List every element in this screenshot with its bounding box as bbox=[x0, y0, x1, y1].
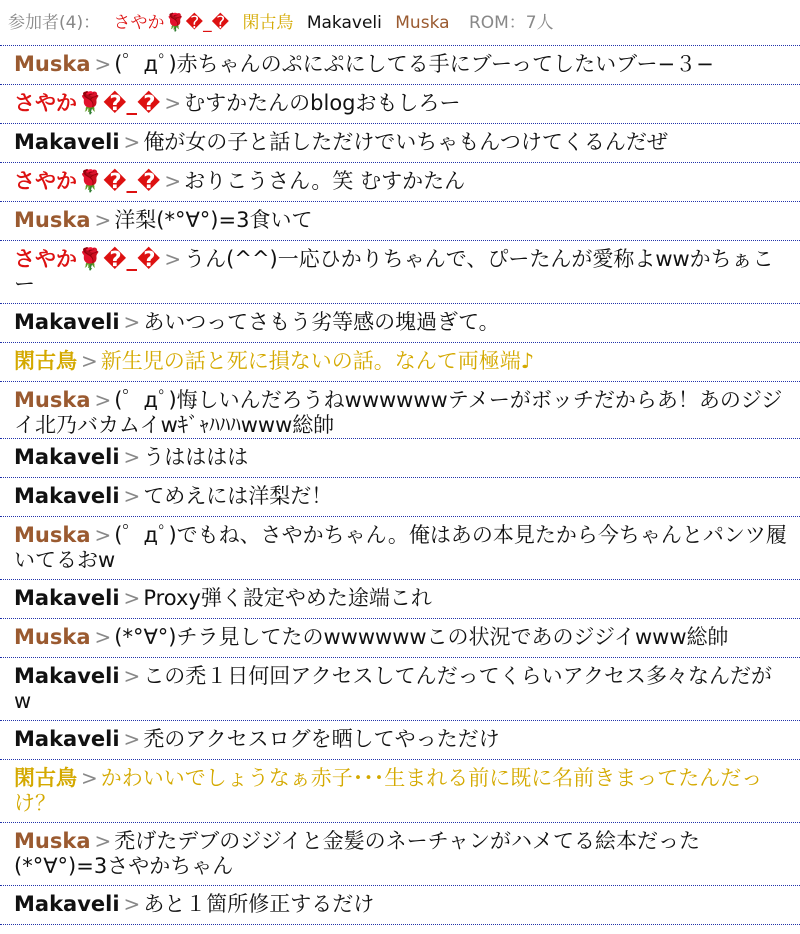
message-separator: > bbox=[123, 310, 141, 334]
message-separator: > bbox=[94, 523, 112, 547]
chat-message bbox=[0, 46, 800, 85]
message-author[interactable]: Makaveli bbox=[14, 727, 120, 751]
message-author[interactable]: Muska bbox=[14, 829, 91, 853]
message-text: 禿のアクセスログを晒してやっただけ bbox=[143, 727, 500, 751]
message-separator: > bbox=[94, 388, 112, 412]
chat-message bbox=[0, 619, 800, 658]
chat-message bbox=[0, 478, 800, 517]
message-author[interactable]: Makaveli bbox=[14, 484, 120, 508]
message-separator: > bbox=[123, 484, 141, 508]
chat-message bbox=[0, 343, 800, 382]
message-text: (゜дﾟ)悔しいんだろうねwwwwwwテメーがボッチだからあ！あのジジイ北乃バカムイwｷﾞｬﾊﾊﾊwww総帥 bbox=[14, 388, 783, 437]
message-text: (゜дﾟ)でもね、さやかちゃん。俺はあの本見たから今ちゃんとパンツ履いてるおw bbox=[14, 523, 787, 572]
message-separator: > bbox=[81, 766, 98, 790]
message-author[interactable]: Muska bbox=[14, 52, 91, 76]
message-separator: > bbox=[123, 727, 141, 751]
chat-message bbox=[0, 721, 800, 760]
message-separator: > bbox=[123, 586, 141, 610]
message-author[interactable]: さやか🌹�_� bbox=[14, 169, 161, 193]
message-separator: > bbox=[123, 664, 141, 688]
message-separator: > bbox=[94, 52, 112, 76]
message-text: おりこうさん。笑 むすかたん bbox=[184, 169, 466, 193]
message-separator: > bbox=[94, 625, 112, 649]
participant-makaveli[interactable]: Makaveli bbox=[306, 13, 382, 33]
message-separator: > bbox=[94, 829, 112, 853]
message-author[interactable]: Muska bbox=[14, 625, 91, 649]
participants-label: 参加者(4)： bbox=[8, 13, 101, 33]
message-text: あと１箇所修正するだけ bbox=[143, 892, 375, 916]
message-author[interactable]: Makaveli bbox=[14, 130, 120, 154]
message-separator: > bbox=[94, 208, 112, 232]
chat-message bbox=[0, 886, 800, 925]
message-text: 俺が女の子と話しただけでいちゃもんつけてくるんだぜ bbox=[143, 130, 668, 154]
message-author[interactable]: さやか🌹�_� bbox=[14, 247, 161, 271]
message-text: むすかたんのblogおもしろー bbox=[184, 91, 461, 115]
chat-message bbox=[0, 382, 800, 439]
message-separator: > bbox=[123, 892, 141, 916]
message-separator: > bbox=[81, 349, 98, 373]
chat-message bbox=[0, 85, 800, 124]
message-text: この禿１日何回アクセスしてんだってくらいアクセス多々なんだがw bbox=[14, 664, 773, 713]
message-text: うはははは bbox=[143, 445, 249, 469]
chat-message bbox=[0, 439, 800, 478]
message-separator: > bbox=[164, 91, 182, 115]
message-author[interactable]: Muska bbox=[14, 388, 91, 412]
message-text: てめえには洋梨だ！ bbox=[143, 484, 333, 508]
participant-kankodori[interactable]: 閑古鳥 bbox=[242, 13, 294, 33]
message-text: 洋梨(*°∀°)=3食いて bbox=[114, 208, 313, 232]
message-text: (゜дﾟ)赤ちゃんのぷにぷにしてる手にブーってしたいブー−３− bbox=[114, 52, 714, 76]
message-author[interactable]: Makaveli bbox=[14, 664, 120, 688]
message-author[interactable]: 閑古鳥 bbox=[14, 349, 77, 373]
chat-message bbox=[0, 304, 800, 343]
chat-message bbox=[0, 760, 800, 823]
message-author[interactable]: Makaveli bbox=[14, 310, 120, 334]
message-author[interactable]: Muska bbox=[14, 208, 91, 232]
chat-message bbox=[0, 124, 800, 163]
message-author[interactable]: Makaveli bbox=[14, 445, 120, 469]
chat-message bbox=[0, 202, 800, 241]
chat-message bbox=[0, 580, 800, 619]
chat-message bbox=[0, 823, 800, 886]
message-text: うん(^^)一応ひかりちゃんで、ぴーたんが愛称よwwかちぁこー bbox=[14, 247, 774, 296]
message-text: かわいいでしょうなぁ赤子･･･生まれる前に既に名前きまってたんだっけ？ bbox=[14, 766, 763, 815]
message-separator: > bbox=[164, 247, 182, 271]
message-separator: > bbox=[123, 130, 141, 154]
message-author[interactable]: Makaveli bbox=[14, 586, 120, 610]
message-author[interactable]: Makaveli bbox=[14, 892, 120, 916]
participants-bar bbox=[0, 0, 800, 46]
message-separator: > bbox=[123, 445, 141, 469]
message-separator: > bbox=[164, 169, 182, 193]
rom-count: ROM：7人 bbox=[468, 13, 554, 33]
message-author[interactable]: 閑古鳥 bbox=[14, 766, 77, 790]
chat-message bbox=[0, 517, 800, 580]
message-text: 新生児の話と死に損ないの話。なんて両極端♪ bbox=[100, 349, 535, 373]
participant-muska[interactable]: Muska bbox=[395, 13, 450, 33]
participant-sayaka[interactable]: さやか🌹�_� bbox=[113, 13, 230, 33]
message-text: 禿げたデブのジジイと金髪のネーチャンがハメてる絵本だった(*°∀°)=3さやかちゃん bbox=[14, 829, 701, 878]
chat-message bbox=[0, 163, 800, 202]
message-text: (*°∀°)チラ見してたのwwwwwwこの状況であのジジイwww総帥 bbox=[114, 625, 729, 649]
chat-log bbox=[0, 46, 800, 925]
message-author[interactable]: さやか🌹�_� bbox=[14, 91, 161, 115]
chat-message bbox=[0, 241, 800, 304]
message-text: Proxy弾く設定やめた途端これ bbox=[143, 586, 432, 610]
chat-message bbox=[0, 658, 800, 721]
message-author[interactable]: Muska bbox=[14, 523, 91, 547]
message-text: あいつってさもう劣等感の塊過ぎて。 bbox=[143, 310, 500, 334]
